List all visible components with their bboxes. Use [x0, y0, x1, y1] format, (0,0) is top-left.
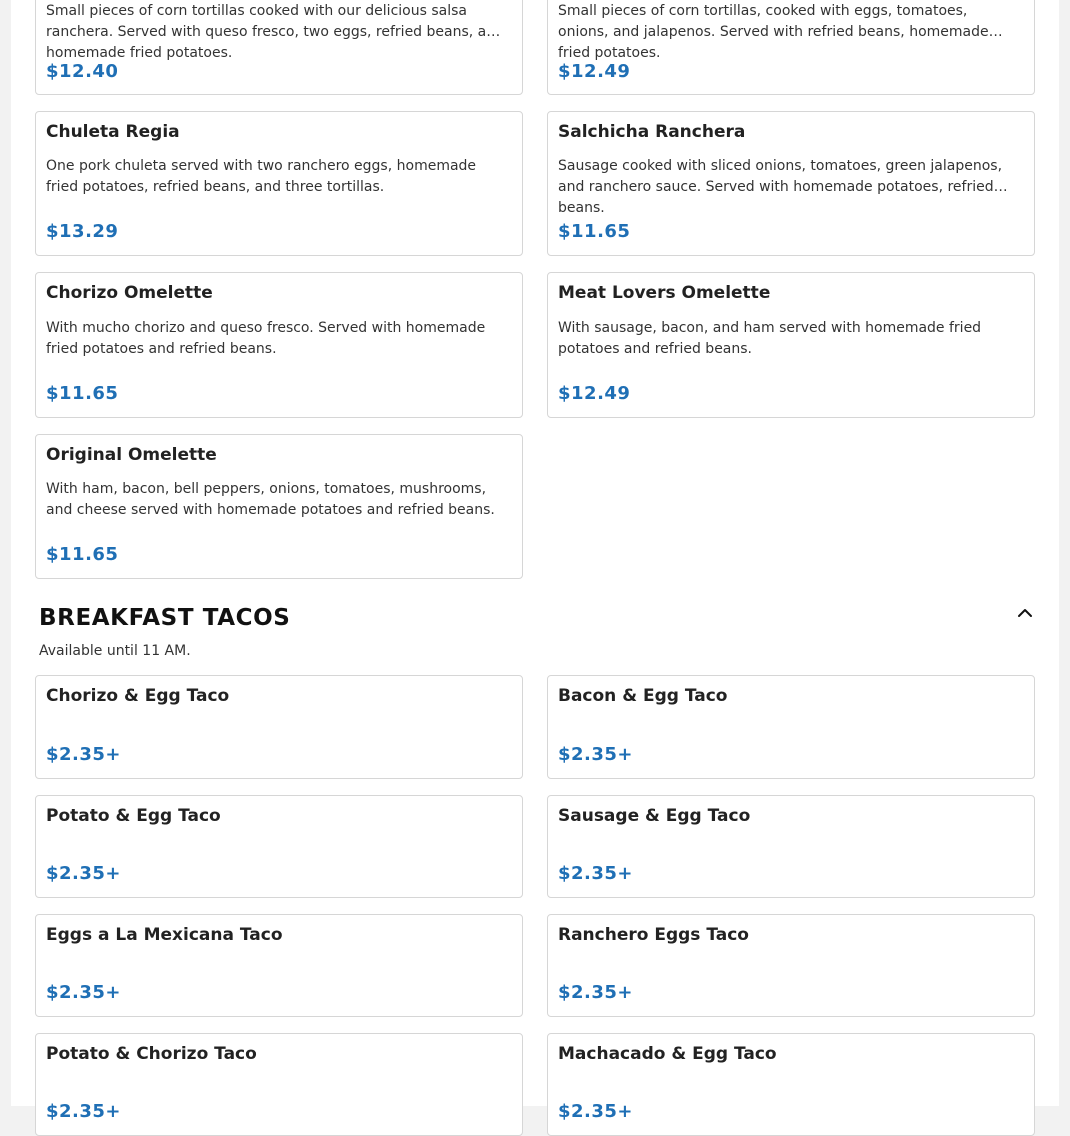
menu-item-name: Sausage & Egg Taco	[558, 806, 751, 826]
menu-item-name: Salchicha Ranchera	[558, 122, 746, 142]
section-title: BREAKFAST TACOS	[39, 605, 291, 631]
menu-item-price: $13.29	[46, 221, 119, 242]
menu-item-price: $11.65	[46, 383, 119, 404]
menu-item-card[interactable]	[35, 1033, 523, 1136]
menu-item-card[interactable]	[547, 675, 1035, 779]
menu-item-price: $12.40	[46, 61, 119, 82]
menu-item-name: Chorizo & Egg Taco	[46, 686, 230, 706]
menu-item-price: $12.49	[558, 61, 631, 82]
menu-item-price: $11.65	[46, 544, 119, 565]
menu-item-price: $11.65	[558, 221, 631, 242]
chevron-up-icon[interactable]	[1015, 603, 1035, 623]
menu-item-description: Small pieces of corn tortillas, cooked with eggs, tomatoes, onions, and jalapenos. Served with refried beans, homemade fried potatoes.	[558, 3, 989, 61]
menu-item-name: Meat Lovers Omelette	[558, 283, 771, 303]
menu-item-card[interactable]	[35, 0, 523, 95]
menu-item-card[interactable]	[35, 111, 523, 256]
menu-item-price: $2.35+	[558, 982, 634, 1003]
menu-item-name: Original Omelette	[46, 445, 217, 465]
menu-item-price: $2.35+	[558, 744, 634, 765]
menu-item-description: With sausage, bacon, and ham served with homemade fried potatoes and refried beans.	[558, 320, 982, 357]
menu-item-card[interactable]	[547, 272, 1035, 418]
menu-item-card[interactable]	[547, 795, 1035, 898]
menu-item-name: Bacon & Egg Taco	[558, 686, 728, 706]
menu-item-price: $2.35+	[46, 982, 122, 1003]
menu-item-price: $12.49	[558, 383, 631, 404]
menu-item-price: $2.35+	[558, 863, 634, 884]
menu-item-card[interactable]	[547, 111, 1035, 256]
menu-item-description: Small pieces of corn tortillas cooked with our delicious salsa ranchera. Served with queso fresco, two eggs, refried beans, and homemade fried potatoes.	[46, 3, 505, 61]
menu-item-card[interactable]	[35, 795, 523, 898]
menu-item-card[interactable]	[547, 914, 1035, 1017]
menu-item-description: With mucho chorizo and queso fresco. Served with homemade fried potatoes and refried beans.	[46, 320, 486, 357]
menu-item-name: Chorizo Omelette	[46, 283, 213, 303]
menu-item-card[interactable]	[35, 675, 523, 779]
menu-item-card[interactable]	[35, 272, 523, 418]
menu-item-price: $2.35+	[46, 744, 122, 765]
menu-item-price: $2.35+	[46, 1101, 122, 1122]
menu-item-name: Chuleta Regia	[46, 122, 180, 142]
menu-item-card[interactable]	[35, 914, 523, 1017]
menu-item-description: With ham, bacon, bell peppers, onions, tomatoes, mushrooms, and cheese served with homemade potatoes and refried beans.	[46, 481, 495, 518]
menu-item-card[interactable]	[547, 1033, 1035, 1136]
menu-item-card[interactable]	[35, 434, 523, 579]
menu-item-name: Eggs a La Mexicana Taco	[46, 925, 283, 945]
menu-item-name: Machacado & Egg Taco	[558, 1044, 777, 1064]
menu-item-name: Potato & Chorizo Taco	[46, 1044, 257, 1064]
menu-item-price: $2.35+	[558, 1101, 634, 1122]
menu-item-description: One pork chuleta served with two ranchero eggs, homemade fried potatoes, refried beans, and three tortillas.	[46, 158, 477, 195]
menu-item-card[interactable]	[547, 0, 1035, 95]
menu-item-description: Sausage cooked with sliced onions, tomatoes, green jalapenos, and ranchero sauce. Served with homemade potatoes, refried beans.	[558, 158, 1003, 216]
menu-item-price: $2.35+	[46, 863, 122, 884]
section-subtitle: Available until 11 AM.	[39, 643, 191, 659]
menu-item-name: Potato & Egg Taco	[46, 806, 221, 826]
menu-item-name: Ranchero Eggs Taco	[558, 925, 749, 945]
